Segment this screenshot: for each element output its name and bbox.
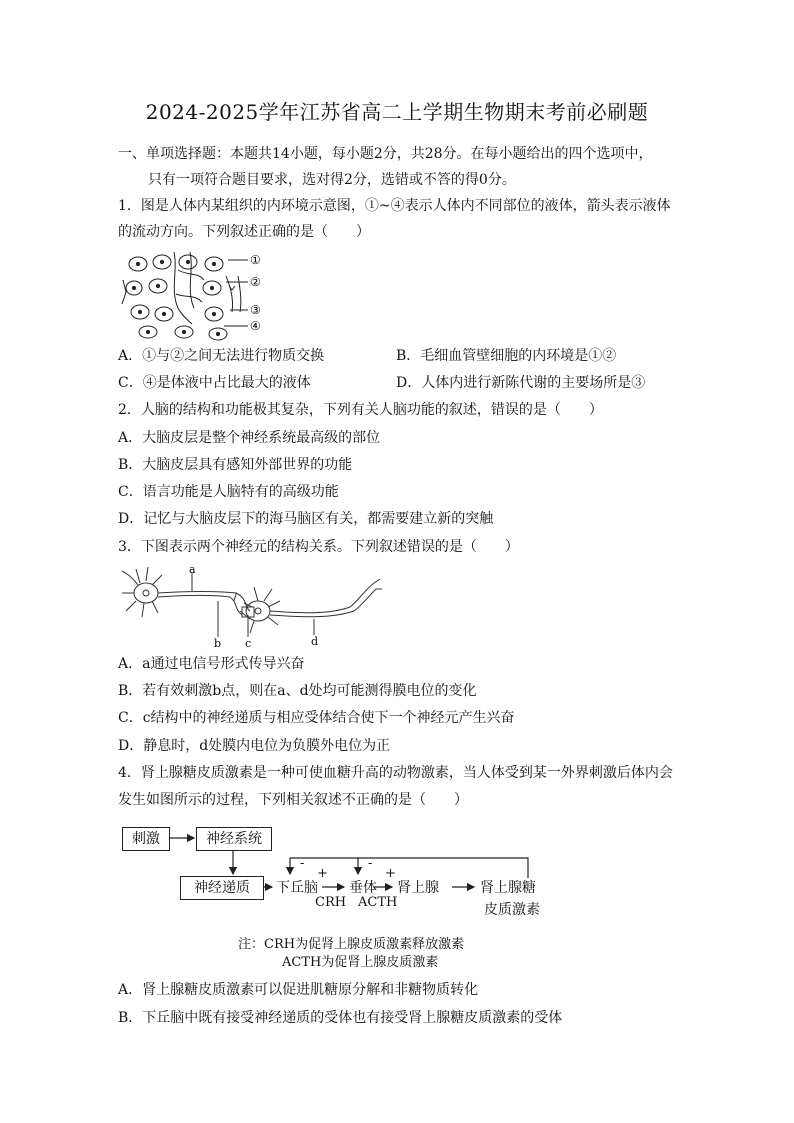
flow-plus-1: + xyxy=(317,866,328,881)
q1-fig-label-3: ③ xyxy=(250,303,261,317)
q1-fig-label-4: ④ xyxy=(250,319,261,333)
flow-acth-label: ACTH xyxy=(358,895,398,910)
flow-note-line2: ACTH为促肾上腺皮质激素 xyxy=(282,955,439,970)
page-title: 2024-2025学年江苏省高二上学期生物期末考前必刷题 xyxy=(145,100,649,124)
q3-option-a: A．a通过电信号形式传导兴奋 xyxy=(118,656,305,672)
q2-option-d: D．记忆与大脑皮层下的海马脑区有关，都需要建立新的突触 xyxy=(118,511,494,527)
flow-hypothalamus: 下丘脑 xyxy=(276,880,318,896)
q3-fig-label-c: c xyxy=(245,637,252,650)
q4-option-b: B．下丘脑中既有接受神经递质的受体也有接受肾上腺糖皮质激素的受体 xyxy=(118,1010,563,1026)
q1-option-d: D．人体内进行新陈代谢的主要场所是③ xyxy=(396,375,646,391)
q3-fig-label-b: b xyxy=(214,637,222,650)
section-instructions-line1: 一、单项选择题：本题共14小题，每小题2分，共28分。在每小题给出的四个选项中， xyxy=(118,146,653,162)
q3-option-c: C．c结构中的神经递质与相应受体结合使下一个神经元产生兴奋 xyxy=(118,710,515,726)
q4-stem-line2: 发生如图所示的过程，下列相关叙述不正确的是（ ） xyxy=(118,792,468,808)
flow-hormone-line2: 皮质激素 xyxy=(484,902,540,918)
q1-fig-label-1: ① xyxy=(250,253,261,267)
flow-note-line1: 注：CRH为促肾上腺皮质激素释放激素 xyxy=(238,937,465,952)
q4-stem-line1: 4．肾上腺糖皮质激素是一种可使血糖升高的动物激素，当人体受到某一外界刺激后体内会 xyxy=(118,765,673,781)
flow-minus-2: - xyxy=(368,856,373,871)
q2-option-a: A．大脑皮层是整个神经系统最高级的部位 xyxy=(118,430,381,446)
q1-option-b: B．毛细血管壁细胞的内环境是①② xyxy=(396,348,617,364)
flow-minus-1: - xyxy=(300,856,305,871)
q1-stem-line2: 的流动方向。下列叙述正确的是（ ） xyxy=(118,224,370,240)
q3-fig-label-d: d xyxy=(311,635,319,648)
q3-option-d: D．静息时，d处膜内电位为负膜外电位为正 xyxy=(118,738,391,754)
q1-option-a: A．①与②之间无法进行物质交换 xyxy=(118,348,325,364)
flow-crh-label: CRH xyxy=(315,895,347,910)
flow-plus-2: + xyxy=(385,866,396,881)
flow-stimulus-box: 刺激 xyxy=(122,827,170,851)
q1-option-c: C．④是体液中占比最大的液体 xyxy=(118,375,311,391)
q3-fig-label-a: a xyxy=(189,563,196,576)
q3-neuron-figure xyxy=(118,563,388,651)
flow-pituitary: 垂体 xyxy=(349,880,377,896)
q2-option-c: C．语言功能是人脑特有的高级功能 xyxy=(118,484,339,500)
flow-hormone-line1: 肾上腺糖 xyxy=(480,880,536,896)
q3-stem: 3．下图表示两个神经元的结构关系。下列叙述错误的是（ ） xyxy=(118,539,519,555)
q3-option-b: B．若有效刺激b点，则在a、d处均可能测得膜电位的变化 xyxy=(118,683,477,699)
q1-tissue-figure xyxy=(118,250,278,342)
flow-nervous-box: 神经系统 xyxy=(196,827,272,851)
q1-stem-line1: 1．图是人体内某组织的内环境示意图，①~④表示人体内不同部位的液体，箭头表示液体 xyxy=(118,198,671,214)
flow-adrenal: 肾上腺 xyxy=(397,880,439,896)
q1-fig-label-2: ② xyxy=(250,275,261,289)
q2-option-b: B．大脑皮层具有感知外部世界的功能 xyxy=(118,457,353,473)
section-instructions-line2: 只有一项符合题目要求，选对得2分，选错或不答的得0分。 xyxy=(148,172,516,188)
q2-stem: 2．人脑的结构和功能极其复杂，下列有关人脑功能的叙述，错误的是（ ） xyxy=(118,402,603,418)
flow-transmitter-box: 神经递质 xyxy=(180,876,264,900)
q4-option-a: A．肾上腺糖皮质激素可以促进肌糖原分解和非糖物质转化 xyxy=(118,982,479,998)
